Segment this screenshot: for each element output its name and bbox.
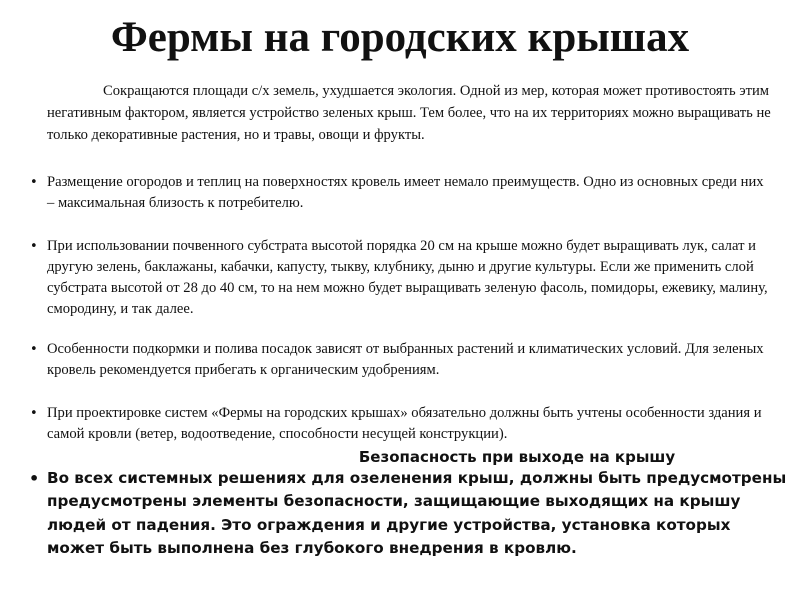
safety-bullet	[29, 467, 787, 561]
safety-text: Во всех системных решениях для озеленения крыш, должны быть предусмотрены предусмотрены элементы безопасности, защищающие выходящих на крышу людей от падения. Это ограждения и другие устройства, установка которых может быть выполнена без глубокого внедрения в кровлю.	[47, 469, 787, 558]
bullet-item	[30, 172, 772, 214]
bullet-item	[30, 236, 772, 320]
bullet-dot-icon: •	[30, 239, 38, 254]
bullet-dot-icon: •	[30, 175, 38, 190]
bullet-text: При проектировке систем «Фермы на городских крышах» обязательно должны быть учтены особенности здания и самой кровли (ветер, водоотведение, способности несущей конструкции).	[47, 405, 762, 442]
slide-title: Фермы на городских крышах	[110, 14, 690, 61]
bullet-dot-icon: •	[30, 342, 38, 357]
bullet-dot-icon: •	[29, 469, 40, 488]
safety-heading: Безопасность при выходе на крышу	[358, 448, 676, 466]
bullet-item	[30, 339, 772, 381]
bullet-dot-icon: •	[30, 406, 38, 421]
bullet-text: Размещение огородов и теплиц на поверхностях кровель имеет немало преимуществ. Одно из основных среди них – максимальная близость к потребителю.	[47, 174, 764, 211]
bullet-text: Особенности подкормки и полива посадок зависят от выбранных растений и климатических условий. Для зеленых кровель рекомендуется прибегать к органическим удобрениям.	[47, 341, 764, 378]
bullet-text: При использовании почвенного субстрата высотой порядка 20 см на крыше можно будет выращивать лук, салат и другую зелень, баклажаны, кабачки, капусту, тыкву, клубнику, дыню и другие культуры. Если же применить слой субстрата высотой от 28 до 40 см, то на нем можно будет выращивать зеленую фасоль, помидоры, ежевику, малину, смородину, и так далее.	[47, 238, 768, 317]
bullet-item	[30, 403, 772, 445]
intro-paragraph: Сокращаются площади с/х земель, ухудшается экология. Одной из мер, которая может противостоять этим негативным фактором, является устройство зеленых крыш. Тем более, что на их территориях можно выращивать не только декоративные растения, но и травы, овощи и фрукты.	[47, 83, 771, 143]
